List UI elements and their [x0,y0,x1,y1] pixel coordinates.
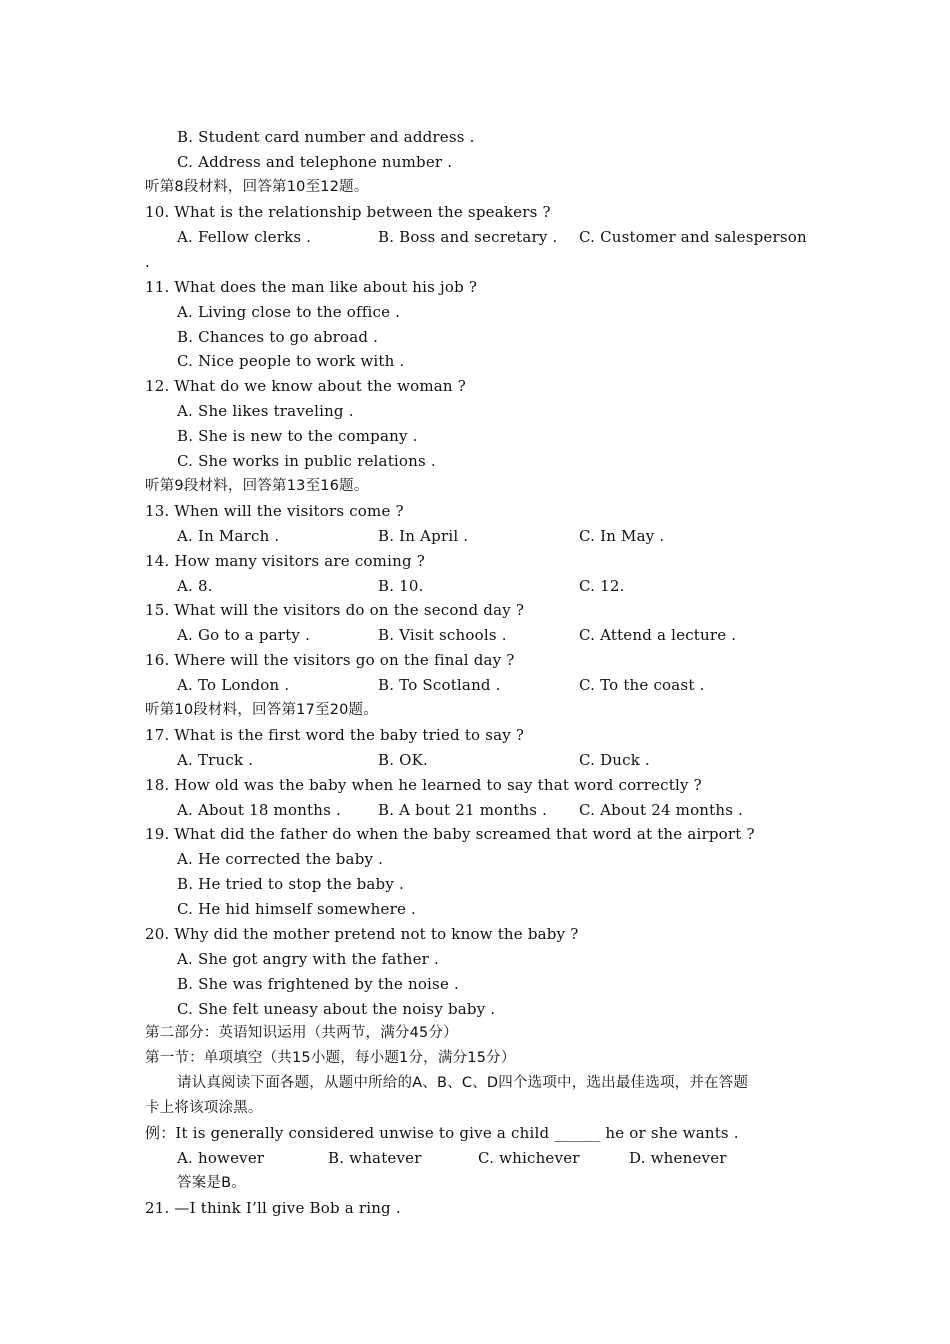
question-10: 10. What is the relationship between the speakers ? [145,203,551,221]
instructions-line-1: 请认真阅读下面各题，从题中所给的A、B、C、D四个选项中，选出最佳选项，并在答题 [177,1075,749,1091]
example-option-a: A. however [177,1149,265,1167]
q11-option-a: A. Living close to the office . [177,303,401,321]
q11-option-c: C. Nice people to work with . [177,352,405,370]
instructions-line-2: 卡上将该项涂黑。 [145,1100,263,1116]
q16-option-c: C. To the coast . [579,676,705,694]
q14-option-c: C. 12. [579,577,625,595]
q16-option-b: B. To Scotland . [378,676,501,694]
section-1-heading: 第一节：单项填空（共15小题，每小题1分，满分15分） [145,1050,516,1066]
example-option-b: B. whatever [328,1149,422,1167]
question-12: 12. What do we know about the woman ? [145,377,466,395]
example-question: 例：It is generally considered unwise to give a child ______ he or she wants . [145,1124,739,1142]
q15-option-a: A. Go to a party . [177,626,311,644]
q14-option-a: A. 8. [177,577,213,595]
question-19: 19. What did the father do when the baby screamed that word at the airport ? [145,825,755,843]
q17-option-a: A. Truck . [177,751,254,769]
question-13: 13. When will the visitors come ? [145,502,404,520]
q17-option-b: B. OK. [378,751,429,769]
question-21: 21. —I think I’ll give Bob a ring . [145,1199,401,1217]
question-16: 16. Where will the visitors go on the final day ? [145,651,515,669]
q11-option-b: B. Chances to go abroad . [177,328,379,346]
q18-option-a: A. About 18 months . [177,801,341,819]
question-20: 20. Why did the mother pretend not to know the baby ? [145,925,579,943]
question-11: 11. What does the man like about his job ? [145,278,478,296]
q16-option-a: A. To London . [177,676,290,694]
part-2-heading: 第二部分：英语知识运用（共两节，满分45分） [145,1025,458,1041]
q14-option-b: B. 10. [378,577,424,595]
q9-option-c: C. Address and telephone number . [177,153,453,171]
section-9-heading: 听第9段材料，回答第13至16题。 [145,478,369,494]
q10-option-b: B. Boss and secretary . [378,228,558,246]
example-option-d: D. whenever [629,1149,727,1167]
q9-option-b: B. Student card number and address . [177,128,475,146]
question-15: 15. What will the visitors do on the second day ? [145,601,525,619]
q13-option-b: B. In April . [378,527,469,545]
q20-option-b: B. She was frightened by the noise . [177,975,459,993]
q18-option-c: C. About 24 months . [579,801,744,819]
example-answer: 答案是B。 [177,1175,246,1191]
section-8-heading: 听第8段材料，回答第10至12题。 [145,179,369,195]
question-17: 17. What is the first word the baby tried to say ? [145,726,525,744]
q13-option-c: C. In May . [579,527,665,545]
q17-option-c: C. Duck . [579,751,650,769]
q15-option-b: B. Visit schools . [378,626,507,644]
q15-option-c: C. Attend a lecture . [579,626,737,644]
q19-option-b: B. He tried to stop the baby . [177,875,404,893]
q18-option-b: B. A bout 21 months . [378,801,548,819]
example-option-c: C. whichever [478,1149,580,1167]
q13-option-a: A. In March . [177,527,280,545]
q19-option-c: C. He hid himself somewhere . [177,900,416,918]
question-14: 14. How many visitors are coming ? [145,552,425,570]
q12-option-a: A. She likes traveling . [177,402,354,420]
q12-option-b: B. She is new to the company . [177,427,418,445]
question-18: 18. How old was the baby when he learned to say that word correctly ? [145,776,702,794]
q20-option-a: A. She got angry with the father . [177,950,439,968]
q10-option-c: C. Customer and salesperson [579,228,807,246]
q19-option-a: A. He corrected the baby . [177,850,384,868]
q10-trailing-period: . [145,253,150,271]
section-10-heading: 听第10段材料，回答第17至20题。 [145,702,378,718]
q10-option-a: A. Fellow clerks . [177,228,312,246]
q20-option-c: C. She felt uneasy about the noisy baby . [177,1000,496,1018]
q12-option-c: C. She works in public relations . [177,452,436,470]
